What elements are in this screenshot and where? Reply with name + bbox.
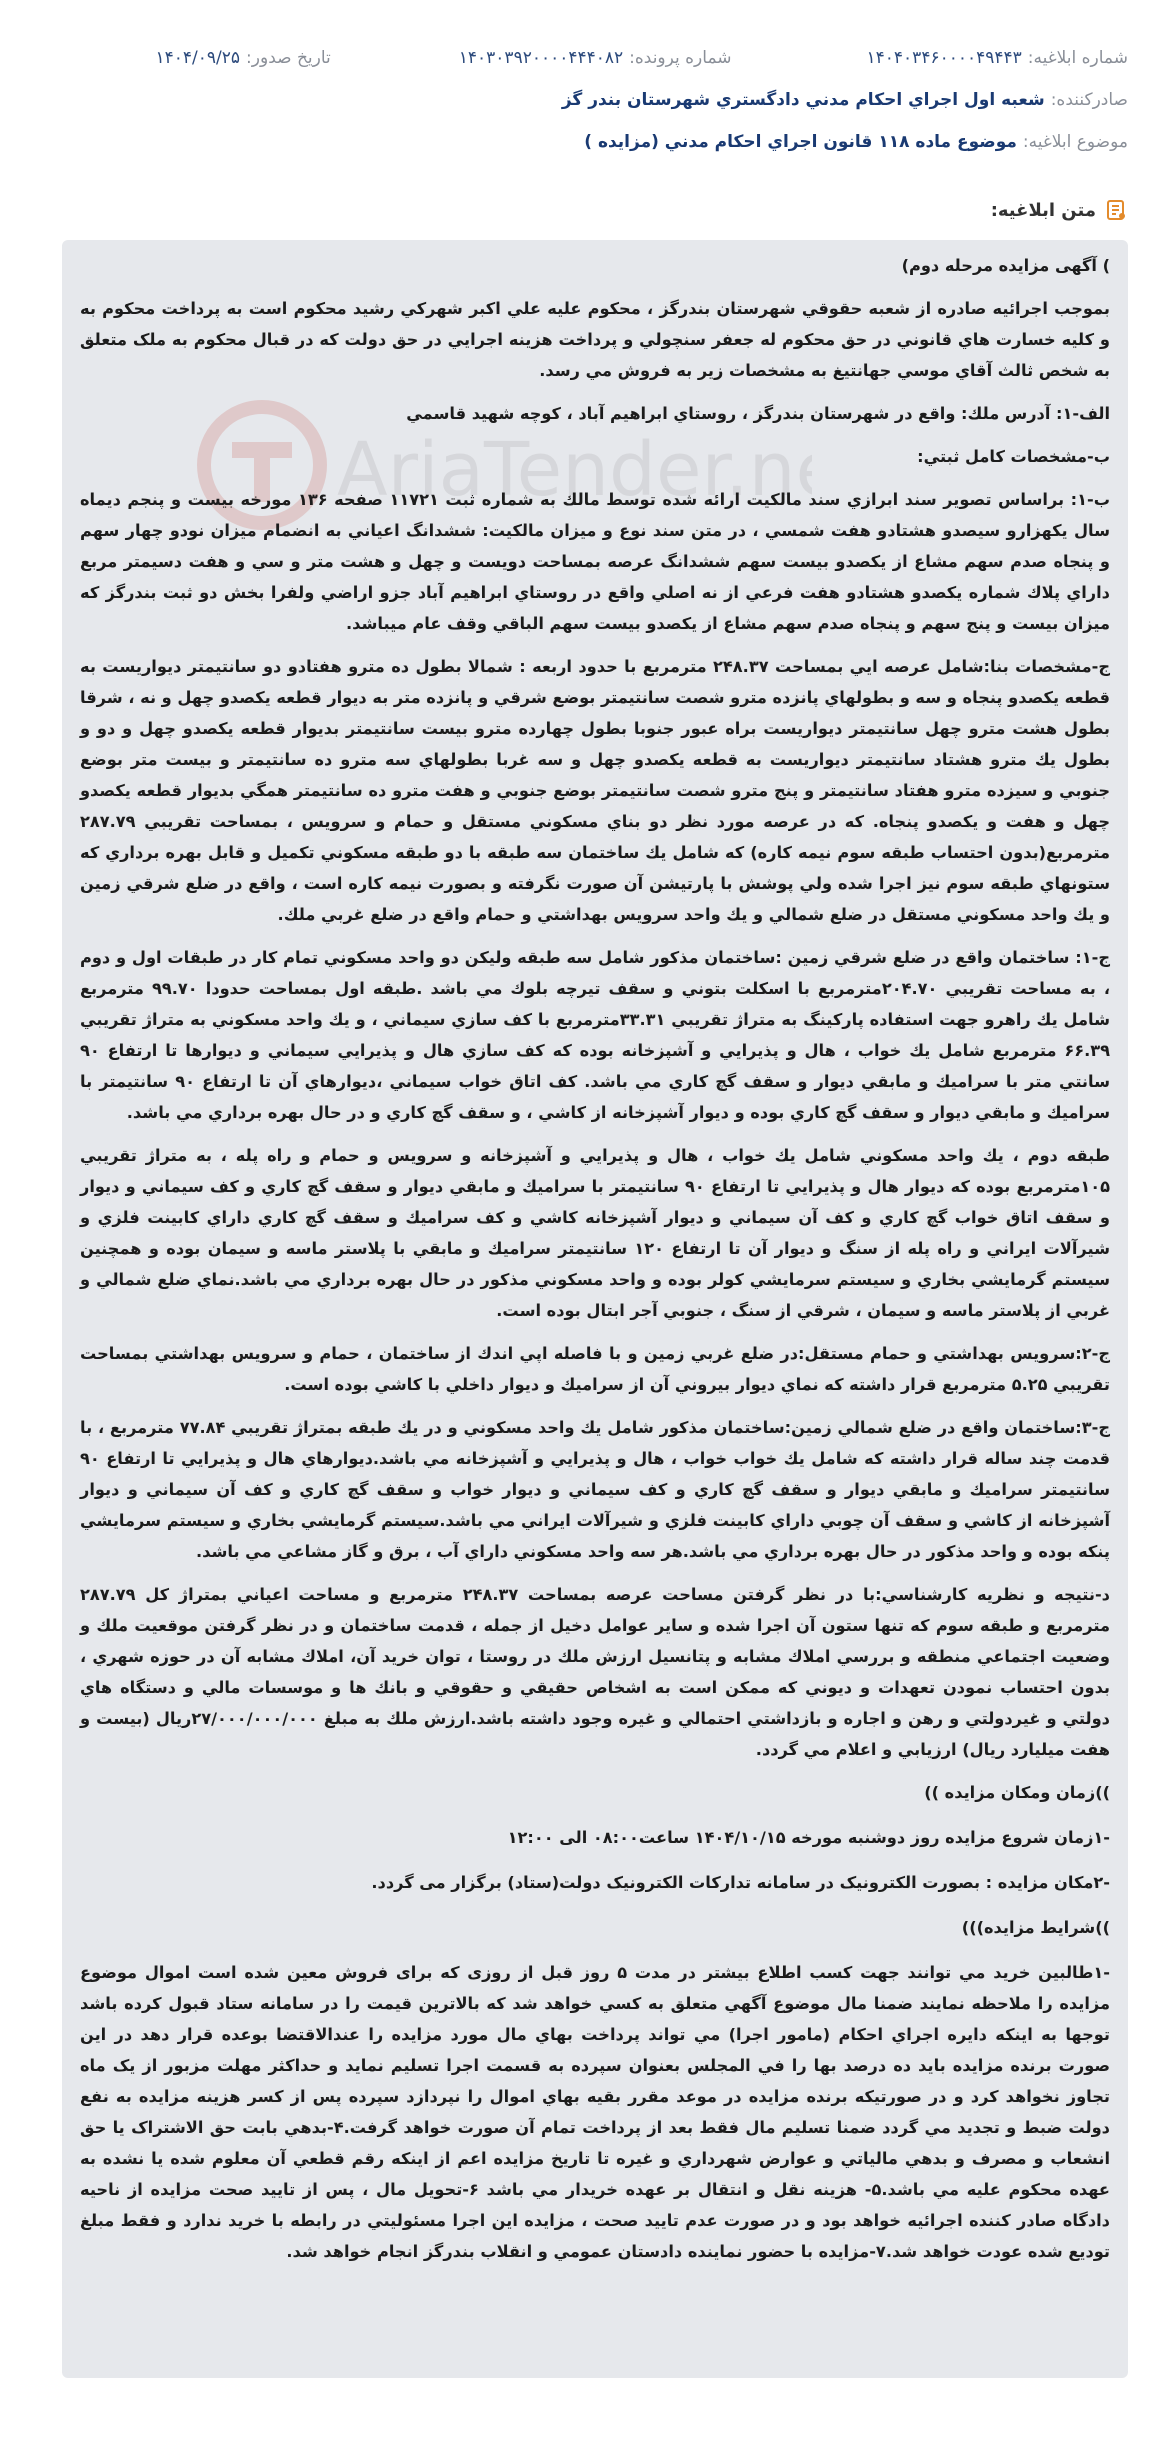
issue-date-field (156, 48, 331, 68)
notice-paragraph-conditions-heading: ))شرایط مزایده))) (961, 1918, 1110, 1937)
notice-paragraph-bathroom: ج-۲:سرويس بهداشتي و حمام مستقل:در ضلع غربي زمين و با فاصله اپي اندك از ساختمان ، حمام و سرويس بهداشتي بمساحت تقريبي ۵.۲۵ مترمربع قرار داشته كه نماي ديوار بيروني آن از سراميك و ديوار داخلي با كاشي بوده است. (80, 1344, 1110, 1394)
notice-paragraph-valuation: د-نتيجه و نظريه كارشناسي:با در نظر گرفتن مساحت عرصه بمساحت ۲۴۸.۳۷ مترمربع و مساحت اعياني بمتراژ كل ۲۸۷.۷۹ مترمربع و طبقه سوم كه تنها ستون آن اجرا شده و ساير عوامل دخيل از جمله ، قدمت ساختمان و در نظر گرفتن موقعيت ملك و وضعيت اجتماعي منطقه و بررسي املاك مشابه و پتانسيل ارزش ملك در روستا ، توان خريد آن، املاك مشابه آن در حوزه شهري ، بدون احتساب نمودن تعهدات و ديوني كه ممكن است به اشخاص حقيقي و حقوقي و بانك ها و موسسات مالي و دستگاه هاي دولتي و غيردولتي و رهن و اجاره و بازداشتي احتمالي و غيره وجود داشته باشد.ارزش ملك به مبلغ ۲۷/۰۰۰/۰۰۰/۰۰۰ريال (بيست و هفت ميليارد ريال) ارزيابي و اعلام مي گردد. (80, 1585, 1110, 1759)
notice-paragraph-auction-place: -۲مکان مزایده : بصورت الکترونيک در سامانه تدارکات الکترونيک دولت(ستاد) برگزار می گردد. (371, 1873, 1110, 1892)
notice-number-field (867, 48, 1128, 68)
notice-paragraph-title: ) آگهی مزایده مرحله دوم) (901, 256, 1110, 275)
issue-date-label: تاريخ صدور: (246, 48, 331, 68)
notice-paragraph-auction-time: -۱زمان شروع مزایده روز دوشنبه مورخه ۱۴۰۴/۱۰/۱۵ ساعت۰۸:۰۰ الی ۱۲:۰۰ (507, 1828, 1110, 1847)
document-icon (1104, 198, 1128, 222)
notice-number-label: شماره ابلاغيه: (1027, 48, 1128, 68)
notice-paragraph-address: الف-۱: آدرس ملك: واقع در شهرستان بندرگز ، روستاي ابراهيم آباد ، کوچه شهيد قاسمي (406, 404, 1110, 423)
header-row-numbers (46, 48, 1128, 90)
subject-field (584, 132, 1128, 152)
notice-number-value: ۱۴۰۴۰۳۴۶۰۰۰۰۴۹۴۴۳ (866, 48, 1022, 68)
issuer-value: شعبه اول اجراي احکام مدني دادگستري شهرستان بندر گز (561, 90, 1045, 110)
notice-paragraph-registry-heading: ب-مشخصات کامل ثبتي: (917, 447, 1110, 466)
header-row-subject (46, 132, 1128, 174)
notice-header (46, 48, 1128, 174)
notice-paragraph-building: ج-مشخصات بنا:شامل عرصه ايي بمساحت ۲۴۸.۳۷ مترمربع با حدود اربعه : شمالا بطول ده مترو هفتادو دو سانتيمتر ديواريست به قطعه يكصدو پنجاه و سه و بطولهاي پانزده مترو شصت سانتيمتر بوضع شرقي و پانزده متر به ديوار قطعه يكصدو چهل و نه ، شرقا بطول هشت مترو چهل سانتيمتر ديواريست براه عبور جنوبا بطول چهارده مترو بيست سانتيمتر بديوار قطعه يكصدو چهل و دو و بطول يك مترو هشتاد سانتيمتر ديواريست به قطعه يكصدو چهل و سه غربا بطولهاي سه مترو ده سانتيمتر و بيست متر بوضع جنوبي و سيزده مترو هفتاد سانتيمتر و پنج مترو شصت سانتيمتر بوضع جنوبي و هفت مترو ده سانتيمتر همگي بديوار قطعه يكصدو چهل و هفت و يكصدو پنجاه. كه در عرصه مورد نظر دو بناي مسكوني مستقل و حمام و سرويس ، بمساحت تقريبي ۲۸۷.۷۹ مترمربع(بدون احتساب طبقه سوم نيمه كاره) كه شامل يك ساختمان سه طبقه با دو طبقه مسكوني تكميل و قابل بهره برداري كه ستونهاي طبقه سوم نيز اجرا شده ولي پوشش با پارتيشن آن صورت نگرفته و بصورت نيمه كاره است ، واقع در ضلع شرقي زمين و يك واحد مسكوني مستقل در ضلع شمالي و يك واحد سرويس بهداشتي و حمام واقع در ضلع غربي ملك. (80, 657, 1110, 924)
issue-date-value: ۱۴۰۴/۰۹/۲۵ (155, 48, 241, 68)
case-number-label: شماره پرونده: (629, 48, 732, 68)
notice-paragraph-north-building: ج-۳:ساختمان واقع در ضلع شمالي زمين:ساختمان مذكور شامل يك واحد مسكوني و در يك طبقه بمتراژ تقريبي ۷۷.۸۴ مترمربع ، با قدمت چند ساله قرار داشته كه شامل يك خواب خواب ، هال و پذيرايي و آشپزخانه مي باشد.ديوارهاي هال و پذيرايي تا ارتفاع ۹۰ سانتيمتر سراميك و مابقي ديوار و سقف گچ كاري و كف سيماني و ديوار خواب و سقف گچ كاري و كف آن سيماني و ديوار آشپزخانه از كاشي و سقف آن چوبي داراي كابينت فلزي و شيرآلات ايراني مي باشد.سيستم گرمايشي بخاري و سيستم سرمايشي پنكه بوده و واحد مذكور در حال بهره برداري مي باشد.هر سه واحد مسكوني داراي آب ، برق و گاز مشاعي مي باشد. (80, 1418, 1111, 1561)
subject-value: موضوع ماده ۱۱۸ قانون اجراي احکام مدني (مزايده ) (584, 132, 1017, 152)
notice-paragraph-second-floor: طبقه دوم ، يك واحد مسكوني شامل يك خواب ، هال و پذيرايي و آشپزخانه و سرويس و حمام و راه پله ، به متراژ تقريبي ۱۰۵مترمربع بوده كه ديوار هال و پذيرايي تا ارتفاع ۹۰ سانتيمتر با سراميك و مابقي ديوار و سقف گچ كاري و كف سيماني و ديوار و سقف اتاق خواب گچ كاري و كف آن سيماني و ديوار آشپزخانه كاشي و كف سراميك و سقف گچ كاري داراي كابينت فلزي و شيرآلات ايراني و راه پله از سنگ و ديوار آن تا ارتفاع ۱۲۰ سانتيمتر سراميك و مابقي با پلاستر ماسه و سيمان بوده و همچنين سيستم گرمايشي بخاري و سيستم سرمايشي كولر بوده و واحد مسكوني مذكور در حال بهره برداري مي باشد.نماي ضلع شمالي و غربي از پلاستر ماسه و سيمان ، شرقي از سنگ ، جنوبي آجر ابتال بوده است. (80, 1146, 1111, 1320)
issuer-label: صادرکننده: (1050, 90, 1128, 110)
notice-text-heading (991, 198, 1128, 222)
case-number-field (459, 48, 732, 68)
issuer-field (562, 90, 1128, 110)
subject-label: موضوع ابلاغيه: (1022, 132, 1128, 152)
notice-paragraph-intro: بموجب اجرائيه صادره از شعبه حقوقي شهرستان بندرگز ، محکوم عليه علي اکبر شهرکي رشيد محکوم است به پرداخت محکوم به و کليه خسارت هاي قانوني در حق محکوم له جعفر سنچولي و پرداخت هزينه اجرايي در حق دولت که در قبال محکوم به ملک متعلق به شخص ثالث آقاي موسي جهانتيغ به مشخصات زير به فروش مي رسد. (80, 299, 1110, 380)
notice-text-heading-label: متن ابلاغيه: (990, 199, 1096, 221)
notice-paragraph-time-place-heading: ))زمان ومکان مزایده )) (924, 1783, 1110, 1802)
notice-paragraph-east-building: ج-۱: ساختمان واقع در ضلع شرقي زمين :ساختمان مذكور شامل سه طبقه وليكن دو واحد مسكوني تمام كار در طبقات اول و دوم ، به مساحت تقريبي ۲۰۴.۷۰مترمربع با اسكلت بتوني و سقف تيرچه بلوك مي باشد .طبقه اول بمساحت حدودا ۹۹.۷۰ مترمربع شامل يك راهرو جهت استفاده پاركينگ به متراژ تقريبي ۳۳.۳۱مترمربع با كف سازي سيماني ، و يك واحد مسكوني به متراژ تقريبي ۶۶.۳۹ مترمربع شامل يك خواب ، هال و پذيرايي و آشپزخانه بوده كه كف سازي هال و پذيرايي سيماني و ديوارها تا ارتفاع ۹۰ سانتي متر با سراميك و مابقي ديوار و سقف گچ كاري مي باشد. كف اتاق خواب سيماني ،ديوارهاي آن تا ارتفاع ۹۰ سانتيمتر با سراميك و مابقي ديوار و سقف گچ كاري بوده و ديوار آشپزخانه از كاشي ، و سقف گچ كاري و در حال بهره برداري مي باشد. (80, 948, 1111, 1122)
notice-paragraph-registry: ب-۱: براساس تصوير سند ابرازي سند مالكيت ارائه شده توسط مالك به شماره ثبت ۱۱۷۲۱ صفحه ۱۳۶ مورخه بيست و پنجم ديماه سال يكهزارو سيصدو هشتادو هفت شمسي ، در متن سند نوع و ميزان مالكيت: ششدانگ اعياني به انضمام ميزان نودو چهار سهم و پنجاه صدم سهم مشاع از يكصدو بيست سهم ششدانگ عرصه بمساحت دويست و چهل و هشت متر و سي و هفت دسيمتر مربع داراي پلاك شماره يكصدو هشتادو هفت فرعي از نه اصلي واقع در روستاي ابراهيم آباد جزو اراضي ولفرا بخش دو ثبت بندرگز كه ميزان بيست و پنج سهم و پنجاه صدم سهم مشاع از يكصدو بيست سهم الباقي وقف عام ميباشد. (80, 490, 1110, 633)
header-row-issuer (46, 90, 1128, 132)
notice-body (62, 240, 1128, 2378)
case-number-value: ۱۴۰۳۰۳۹۲۰۰۰۰۴۴۴۰۸۲ (458, 48, 624, 68)
watermark-text: AriaTender.n (337, 427, 796, 513)
notice-paragraph-conditions: -۱طالبين خريد مي توانند جهت کسب اطلاع بيشتر در مدت ۵ روز قبل از روزی که برای فروش معين شده است اموال موضوع مزايده را ملاحظه نمايند ضمنا مال موضوع آگهي متعلق به کسي خواهد شد که بالاترين قيمت را در سامانه ستاد قبول کرده باشد توجها به اينکه دايره اجراي احکام (مامور اجرا) مي تواند پرداخت بهاي مال مورد مزايده را عندالاقتضا بوعده قرار دهد در اين صورت برنده مزايده بايد ده درصد بها را في المجلس بعنوان سپرده به قسمت اجرا تسليم نمايد و حداکثر مهلت مزبور از يک ماه تجاوز نخواهد کرد و در صورتيکه برنده مزايده در موعد مقرر بقيه بهاي اموال را نپردازد سپرده پس از کسر هزينه مزايده به نفع دولت ضبط و تجديد مي گردد ضمنا تسليم مال فقط بعد از پرداخت تمام آن صورت خواهد گرفت.۴-بدهي بابت حق الاشتراک يا حق انشعاب و مصرف و بدهي مالياتي و عوارض شهرداري و غيره تا تاريخ مزايده اعم از اينکه رقم قطعي آن معلوم شده يا نشده به عهده محکوم عليه مي باشد.۵- هزينه نقل و انتقال بر عهده خريدار مي باشد ۶-تحويل مال ، پس از تاييد صحت مزايده از ناحيه دادگاه صادر کننده اجرائيه خواهد بود و در صورت عدم تاييد صحت ، مزايده اين اجرا مسئوليتي در رابطه با خريد ندارد و فقط مبلغ توديع شده عودت خواهد شد.۷-مزايده با حضور نماينده دادستان عمومي و انقلاب بندرگز انجام خواهد شد. (80, 1963, 1110, 2261)
